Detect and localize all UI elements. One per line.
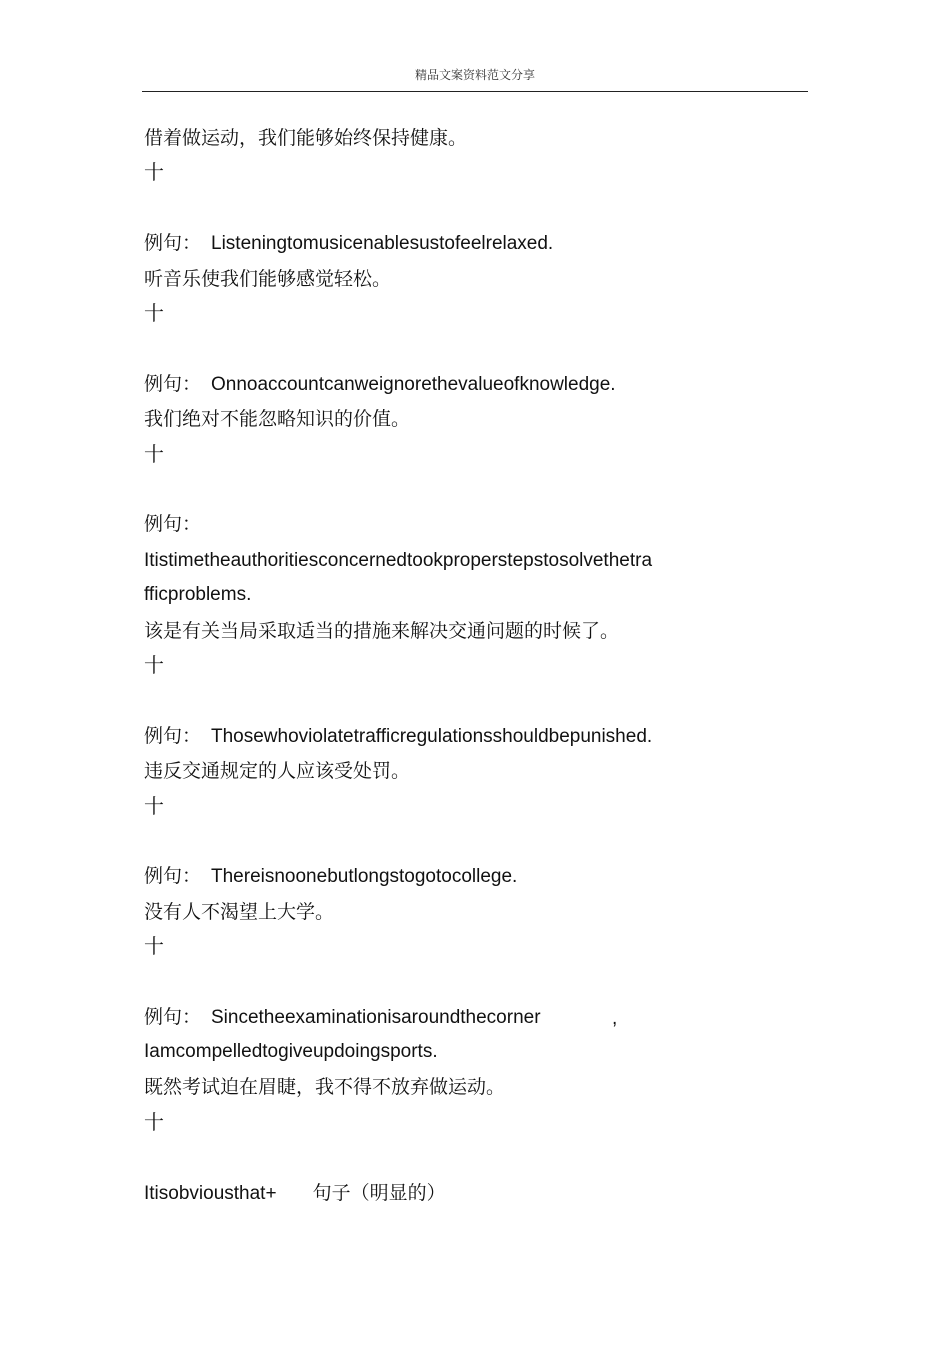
example-label: 例句： <box>144 865 202 887</box>
example-comma: , <box>612 1008 618 1029</box>
final-chinese: 句子（明显的） <box>312 1182 446 1204</box>
example-english-line2: Iamcompelledtogiveupdoingsports. <box>144 1041 438 1062</box>
example-label: 例句： <box>144 513 202 535</box>
separator: 十 <box>144 301 164 325</box>
example-label: 例句： <box>144 725 202 747</box>
example-chinese: 该是有关当局采取适当的措施来解决交通问题的时候了。 <box>144 620 620 642</box>
example-5 <box>144 864 517 888</box>
separator: 十 <box>144 160 164 184</box>
example-4 <box>144 724 652 748</box>
example-label: 例句： <box>144 232 202 254</box>
example-chinese: 违反交通规定的人应该受处罚。 <box>144 760 411 782</box>
example-label: 例句： <box>144 373 202 395</box>
separator: 十 <box>144 794 164 818</box>
final-line <box>144 1181 446 1205</box>
example-english-line1: Itistimetheauthoritiesconcernedtookproperstepstosolvethetra <box>144 550 653 571</box>
example-1 <box>144 231 553 255</box>
separator: 十 <box>144 442 164 466</box>
example-english-line2: fficproblems. <box>144 584 252 605</box>
separator: 十 <box>144 653 164 677</box>
separator: 十 <box>144 1110 164 1134</box>
example-english: Thosewhoviolatetrafficregulationsshouldbepunished. <box>211 726 653 747</box>
example-english: Listeningtomusicenablesustofeelrelaxed. <box>211 233 554 254</box>
example-2 <box>144 372 616 396</box>
example-english: Onnoaccountcanweignorethevalueofknowledge. <box>211 374 616 395</box>
final-english: Itisobviousthat+ <box>144 1183 277 1204</box>
example-6 <box>144 1005 644 1029</box>
example-chinese: 既然考试迫在眉睫，我不得不放弃做运动。 <box>144 1076 506 1098</box>
page-header: 精品文案资料范文分享 <box>414 68 535 82</box>
example-english-line1: Sincetheexaminationisaroundthecorner <box>211 1007 541 1028</box>
example-chinese: 没有人不渴望上大学。 <box>144 901 335 923</box>
example-chinese: 我们绝对不能忽略知识的价值。 <box>144 408 411 430</box>
intro-chinese: 借着做运动，我们能够始终保持健康。 <box>144 127 468 149</box>
example-english: Thereisnoonebutlongstogotocollege. <box>211 866 518 887</box>
header-rule <box>142 91 808 92</box>
separator: 十 <box>144 934 164 958</box>
example-label: 例句： <box>144 1006 202 1028</box>
example-chinese: 听音乐使我们能够感觉轻松。 <box>144 268 392 290</box>
